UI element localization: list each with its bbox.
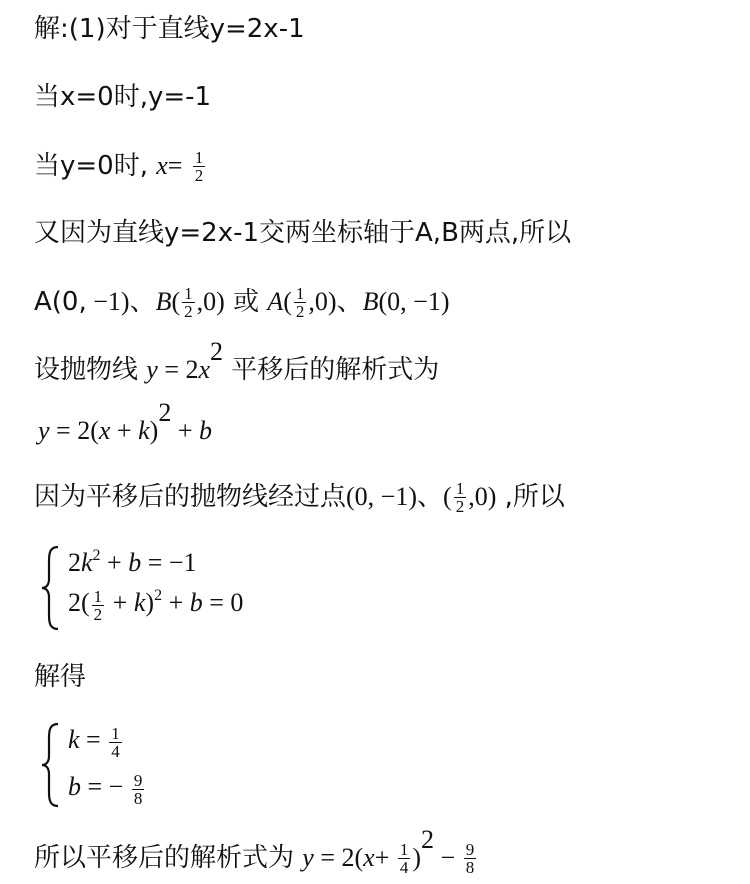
equals: = bbox=[167, 151, 183, 180]
line-10 bbox=[34, 825, 478, 878]
plus: + bbox=[106, 588, 134, 617]
plus: + bbox=[374, 843, 396, 873]
line-4 bbox=[34, 216, 571, 250]
fraction bbox=[454, 480, 467, 515]
denominator: 4 bbox=[111, 741, 120, 761]
left-brace bbox=[40, 545, 62, 631]
equals: = bbox=[79, 725, 108, 754]
var-b: b bbox=[68, 772, 81, 801]
fraction bbox=[92, 588, 105, 623]
numerator: 1 bbox=[93, 586, 103, 606]
var-k: k bbox=[81, 548, 93, 577]
plus: + bbox=[162, 588, 190, 617]
numerator: 1 bbox=[455, 479, 465, 498]
numerator: 1 bbox=[184, 284, 193, 303]
system-1-row-1 bbox=[68, 546, 197, 580]
paren-close: ) bbox=[149, 416, 159, 446]
coef: 2 bbox=[68, 548, 81, 577]
line-2 bbox=[34, 80, 211, 114]
var-k: k bbox=[133, 588, 146, 617]
var-x: x bbox=[156, 151, 168, 180]
point-a-label: A(0, bbox=[34, 287, 87, 317]
system-2-row-2 bbox=[68, 770, 146, 807]
point-b-name: B bbox=[155, 287, 172, 316]
numerator: 1 bbox=[111, 723, 120, 743]
math-minus-one: −1) bbox=[86, 287, 130, 316]
denominator: 2 bbox=[93, 604, 103, 624]
equals-2: = 2( bbox=[49, 416, 99, 446]
left-brace bbox=[40, 722, 62, 808]
fraction bbox=[193, 149, 206, 184]
paren-close: ) bbox=[412, 843, 422, 873]
denominator: 8 bbox=[465, 858, 475, 878]
separator: 、 bbox=[417, 482, 444, 512]
line-3 bbox=[34, 149, 207, 184]
paren-open: ( bbox=[171, 287, 181, 316]
exponent: 2 bbox=[158, 398, 172, 427]
numerator: 1 bbox=[194, 148, 204, 167]
paren-open: ( bbox=[443, 482, 452, 511]
line-10-text: 所以平移后的解析式为 bbox=[34, 843, 303, 874]
exponent: 2 bbox=[92, 546, 101, 564]
or-text: 或 bbox=[224, 287, 268, 317]
minus: − bbox=[434, 843, 462, 873]
exponent: 2 bbox=[154, 586, 163, 604]
system-1-row-2 bbox=[68, 586, 243, 623]
separator: 、 bbox=[129, 287, 156, 317]
denominator: 2 bbox=[194, 166, 204, 185]
var-b: b bbox=[189, 588, 203, 617]
rhs: = 0 bbox=[202, 588, 244, 617]
separator: 、 bbox=[336, 287, 363, 317]
exponent: 2 bbox=[210, 337, 224, 366]
numerator: 9 bbox=[133, 770, 143, 790]
numerator: 9 bbox=[465, 840, 475, 860]
fraction bbox=[464, 841, 477, 876]
line-2-text: 当x=0时,y=-1 bbox=[34, 82, 212, 112]
point-1: (0, −1) bbox=[346, 482, 417, 511]
denominator: 8 bbox=[133, 788, 143, 808]
var-x: x bbox=[98, 416, 111, 446]
var-b: b bbox=[198, 416, 212, 446]
paren-close: ) bbox=[145, 588, 155, 617]
denominator: 2 bbox=[184, 302, 193, 321]
line-1-text: 解:(1)对于直线y=2x-1 bbox=[34, 14, 305, 44]
point-b-coords: (0, −1) bbox=[378, 287, 450, 316]
denominator: 2 bbox=[295, 302, 305, 321]
var-y: y bbox=[146, 355, 158, 385]
system-2-row-1 bbox=[68, 723, 124, 760]
coef: 2( bbox=[68, 588, 90, 617]
exponent: 2 bbox=[421, 825, 435, 854]
fraction bbox=[294, 285, 307, 320]
denominator: 4 bbox=[399, 858, 409, 878]
equals-minus: = − bbox=[81, 772, 130, 801]
plus: + bbox=[100, 548, 129, 577]
point-a-name: A bbox=[267, 287, 284, 316]
equals-2: = 2 bbox=[157, 355, 199, 385]
line-8-text-b: ,所以 bbox=[496, 482, 565, 512]
line-3-text: 当y=0时, bbox=[34, 151, 148, 181]
plus: + bbox=[110, 416, 139, 446]
line-6-text-b: 平移后的解析式为 bbox=[223, 355, 440, 386]
line-6 bbox=[34, 337, 440, 387]
line-8-text-a: 因为平移后的抛物线经过点 bbox=[34, 482, 347, 512]
var-y: y bbox=[302, 843, 314, 873]
denominator: 2 bbox=[455, 497, 465, 516]
var-b: b bbox=[128, 548, 142, 577]
var-k: k bbox=[68, 725, 80, 754]
line-9-text: 解得 bbox=[34, 662, 87, 692]
line-1 bbox=[34, 12, 305, 46]
line-7 bbox=[38, 398, 212, 448]
line-6-text-a: 设抛物线 bbox=[34, 355, 147, 386]
rhs: = −1 bbox=[141, 548, 197, 577]
line-4-text: 又因为直线y=2x-1交两坐标轴于A,B两点,所以 bbox=[34, 218, 572, 248]
var-x: x bbox=[198, 355, 211, 385]
plus: + bbox=[171, 416, 199, 446]
fraction bbox=[132, 772, 145, 807]
var-x: x bbox=[363, 843, 375, 873]
paren-close: ,0) bbox=[308, 287, 337, 316]
line-9 bbox=[34, 660, 86, 694]
fraction bbox=[182, 285, 195, 320]
line-8 bbox=[34, 480, 565, 515]
var-y: y bbox=[38, 416, 50, 446]
numerator: 1 bbox=[399, 840, 409, 860]
equals-2: = 2( bbox=[313, 843, 364, 873]
fraction bbox=[109, 725, 122, 760]
paren-close: ,0) bbox=[196, 287, 225, 316]
numerator: 1 bbox=[295, 284, 305, 303]
point-b-name: B bbox=[362, 287, 379, 316]
var-k: k bbox=[138, 416, 150, 446]
paren-close: ,0) bbox=[468, 482, 497, 511]
fraction bbox=[398, 841, 411, 876]
paren-open: ( bbox=[283, 287, 292, 316]
line-5 bbox=[34, 285, 449, 320]
